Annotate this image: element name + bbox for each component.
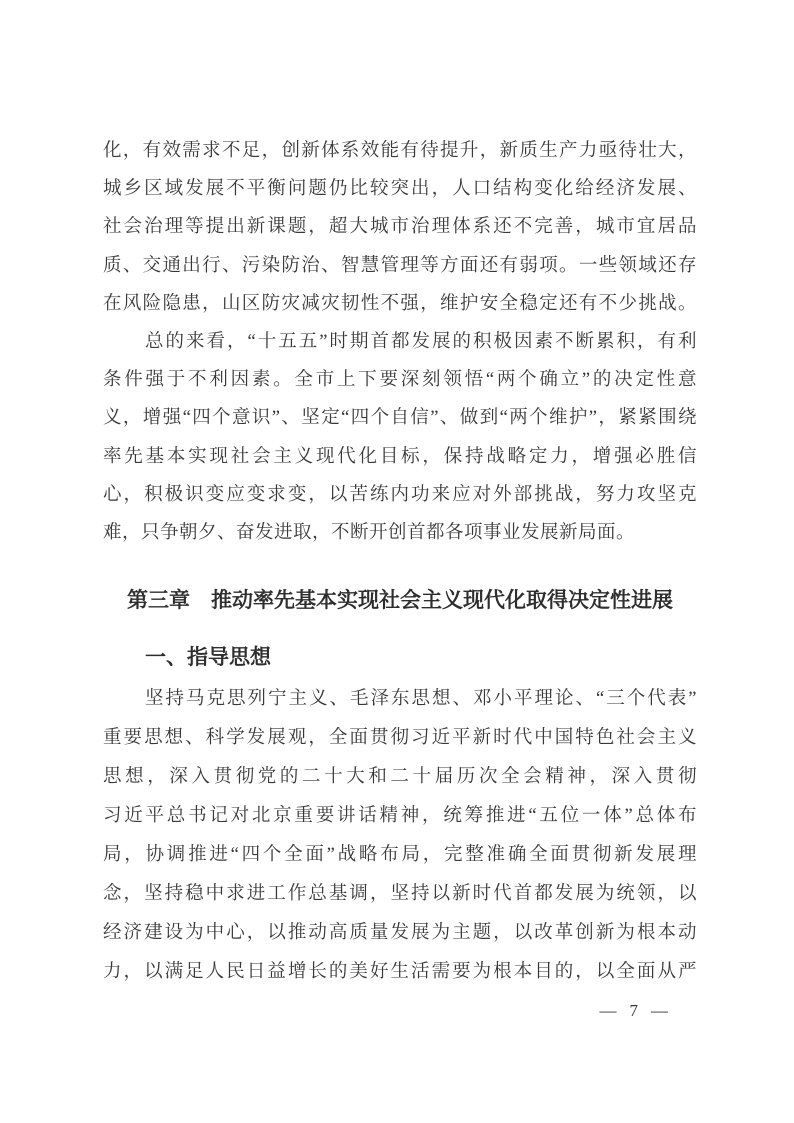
footer-dash-left: — xyxy=(599,1001,617,1020)
text-line: 在风险隐患，山区防灾减灾韧性不强，维护安全稳定还有不少挑战。 xyxy=(103,293,697,314)
page-footer xyxy=(600,1000,669,1022)
footer-dash-right: — xyxy=(651,1001,668,1020)
text-line: 社会治理等提出新课题，超大城市治理体系还不完善，城市宜居品 xyxy=(103,217,697,238)
text-line: 难，只争朝夕、奋发进取，不断开创首都各项事业发展新局面。 xyxy=(103,522,636,543)
text-line: 心，积极识变应变求变，以苦练内功来应对外部挑战，努力攻坚克 xyxy=(103,484,697,505)
text-line: 念，坚持稳中求进工作总基调，坚持以新时代首都发展为统领，以 xyxy=(103,884,697,904)
text-line: 城乡区域发展不平衡问题仍比较突出，人口结构变化给经济发展、 xyxy=(103,179,697,200)
paragraph-overview xyxy=(103,323,697,552)
paragraph-guiding-ideology xyxy=(103,680,697,992)
body-text-lower xyxy=(103,680,697,992)
page-number: 7 xyxy=(629,1001,638,1020)
text-line: 坚持马克思列宁主义、毛泽东思想、邓小平理论、“三个代表” xyxy=(145,689,697,709)
text-line: 化，有效需求不足，创新体系效能有待提升，新质生产力亟待壮大， xyxy=(103,141,697,161)
text-line: 力，以满足人民日益增长的美好生活需要为根本目的，以全面从严 xyxy=(103,962,697,982)
text-line: 率先基本实现社会主义现代化目标，保持战略定力，增强必胜信 xyxy=(103,446,697,467)
text-line: 条件强于不利因素。全市上下要深刻领悟“两个确立”的决定性意 xyxy=(103,370,697,391)
text-line: 总的来看，“十五五”时期首都发展的积极因素不断累积，有利 xyxy=(145,331,697,352)
chapter-heading: 第三章 推动率先基本实现社会主义现代化取得决定性进展 xyxy=(127,589,673,612)
text-line: 局，协调推进“四个全面”战略布局，完整准确全面贯彻新发展理 xyxy=(103,845,697,865)
text-line: 经济建设为中心，以推动高质量发展为主题，以改革创新为根本动 xyxy=(103,923,697,943)
body-text-upper xyxy=(103,132,697,552)
text-line: 重要思想、科学发展观，全面贯彻习近平新时代中国特色社会主义 xyxy=(103,728,697,748)
text-line: 思想，深入贯彻党的二十大和二十届历次全会精神，深入贯彻 xyxy=(103,767,697,787)
section-heading: 一、指导思想 xyxy=(145,646,271,669)
paragraph-continuation xyxy=(103,132,697,323)
text-line: 习近平总书记对北京重要讲话精神，统筹推进“五位一体”总体布 xyxy=(103,806,697,826)
text-line: 义，增强“四个意识”、坚定“四个自信”、做到“两个维护”，紧紧围绕 xyxy=(103,408,697,429)
text-line: 质、交通出行、污染防治、智慧管理等方面还有弱项。一些领域还存 xyxy=(103,255,697,276)
